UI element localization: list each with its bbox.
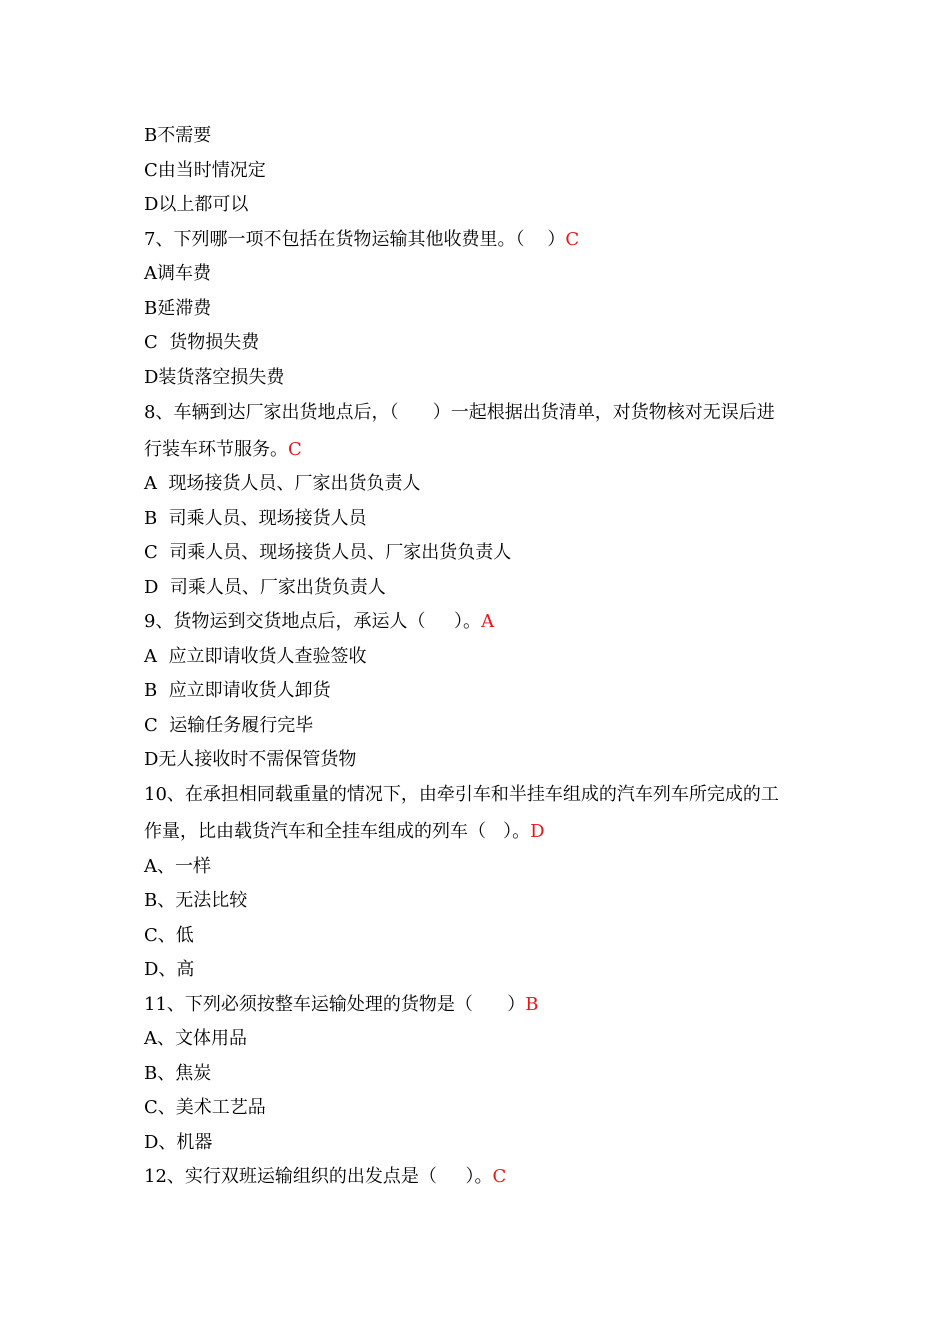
option-c-q11: C、美术工艺品 — [144, 1097, 266, 1118]
option-d-q11: D、机器 — [144, 1132, 213, 1153]
option-a-q8: A 现场接货人员、厂家出货负责人 — [144, 473, 421, 494]
option-b-q8: B 司乘人员、现场接货人员 — [144, 508, 367, 529]
question-8-answer: C — [288, 439, 302, 460]
option-a-q9: A 应立即请收货人查验签收 — [144, 646, 367, 667]
question-12-answer: C — [492, 1166, 507, 1187]
question-9-text: 9、货物运到交货地点后，承运人（ ）。 — [144, 611, 482, 632]
option-d-q8: D 司乘人员、厂家出货负责人 — [144, 577, 386, 598]
option-b-q11: B、焦炭 — [144, 1063, 212, 1084]
option-d-q7: D装货落空损失费 — [144, 367, 285, 388]
option-c-q10: C、低 — [144, 925, 194, 946]
question-11-text: 11、下列必须按整车运输处理的货物是（ ） — [144, 994, 526, 1015]
question-8-line-2 — [144, 438, 302, 462]
question-12 — [144, 1165, 506, 1189]
option-d-q10: D、高 — [144, 959, 195, 980]
option-b-q10: B、无法比较 — [144, 890, 248, 911]
option-b-q7: B延滞费 — [144, 298, 212, 319]
option-d-q9: D无人接收时不需保管货物 — [144, 749, 357, 770]
question-10-line-1: 10、在承担相同载重量的情况下，由牵引车和半挂车组成的汽车列车所完成的工 — [144, 784, 779, 805]
question-8-text: 行装车环节服务。 — [144, 439, 288, 460]
option-c-q7: C 货物损失费 — [144, 332, 260, 353]
question-7-text: 7、下列哪一项不包括在货物运输其他收费里。（ ） — [144, 229, 566, 250]
question-9 — [144, 610, 494, 634]
option-c-q8: C 司乘人员、现场接货人员、厂家出货负责人 — [144, 542, 512, 563]
question-7-answer: C — [565, 229, 580, 250]
question-12-text: 12、实行双班运输组织的出发点是（ ）。 — [144, 1166, 493, 1187]
question-9-answer: A — [481, 611, 495, 632]
option-c-q6: C由当时情况定 — [144, 160, 266, 181]
option-a-q7: A调车费 — [144, 263, 211, 284]
option-a-q10: A、一样 — [144, 856, 211, 877]
option-b-q9: B 应立即请收货人卸货 — [144, 680, 331, 701]
option-a-q11: A、文体用品 — [144, 1028, 247, 1049]
question-11 — [144, 993, 538, 1017]
question-10-line-2 — [144, 820, 545, 844]
question-8-line-1: 8、车辆到达厂家出货地点后，（ ）一起根据出货清单，对货物核对无误后进 — [144, 402, 775, 423]
question-10-answer: D — [530, 821, 545, 842]
question-7 — [144, 228, 579, 252]
question-11-answer: B — [525, 994, 539, 1015]
option-c-q9: C 运输任务履行完毕 — [144, 715, 314, 736]
option-b-q6: B不需要 — [144, 125, 212, 146]
question-10-text: 作量，比由载货汽车和全挂车组成的列车（ ）。 — [144, 821, 531, 842]
option-d-q6: D以上都可以 — [144, 194, 249, 215]
